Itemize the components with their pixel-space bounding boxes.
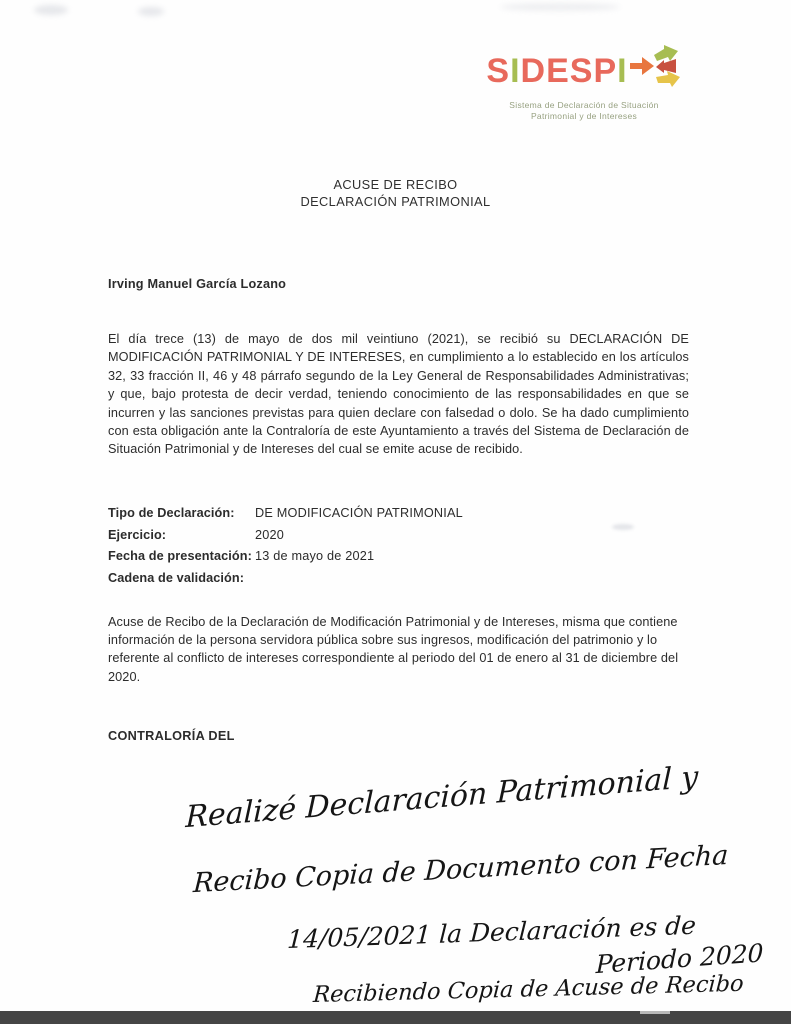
handwritten-note-line2: Recibo Copia de Documento con Fecha — [192, 839, 730, 900]
sidespi-logo — [484, 48, 684, 122]
field-label: Ejercicio: — [108, 527, 167, 542]
office-line: CONTRALORÍA DEL — [108, 729, 235, 743]
field-value: 2020 — [255, 527, 285, 542]
field-row-fecha-presentacion — [108, 546, 689, 568]
handwritten-note-line3: 14/05/2021 la Declaración es de — [286, 910, 697, 955]
scan-smudge — [138, 7, 164, 16]
logo-letter: I — [617, 51, 628, 90]
body-paragraph-2: Acuse de Recibo de la Declaración de Modificación Patrimonial y de Intereses, misma que contiene información de la persona servidora pública sobre sus ingresos, modificación del patrimonio y lo referente al conflicto de intereses correspondiente al periodo del 01 de enero al 31 de diciembre del 2020. — [108, 615, 679, 684]
handwritten-note-line1: Realizé Declaración Patrimonial y — [185, 759, 699, 836]
field-label: Fecha de presentación: — [108, 549, 252, 563]
logo-letter: P — [593, 51, 618, 90]
field-row-tipo-declaracion — [108, 503, 689, 525]
scan-smudge — [500, 3, 620, 11]
declaration-fields — [108, 503, 689, 589]
scanner-edge-bar — [0, 1011, 791, 1024]
field-value: 13 de mayo de 2021 — [255, 549, 375, 563]
field-label: Cadena de validación: — [108, 570, 245, 585]
logo-letter: S — [569, 51, 594, 90]
arrows-logo-icon — [630, 45, 682, 95]
title-line1: ACUSE DE RECIBO — [333, 177, 458, 192]
scan-smudge — [34, 5, 68, 15]
logo-tagline-line1: Sistema de Declaración de Situación — [509, 100, 659, 110]
sidespi-logo-wordmark — [484, 48, 684, 98]
title-line2: DECLARACIÓN PATRIMONIAL — [300, 194, 491, 209]
body-paragraph-1: El día trece (13) de mayo de dos mil veintiuno (2021), se recibió su DECLARACIÓN DE MODIFICACIÓN PATRIMONIAL Y DE INTERESES, en cumplimiento a lo establecido en los artículos 32, 33 fracción II, 46 y 48 párrafo segundo de la Ley General de Responsabilidades Administrativas; y que, bajo protesta de decir verdad, teniendo conocimiento de las responsabilidades en que se incurren y las sanciones previstas para quien declare con falsedad o dolo. Se ha dado cumplimiento con esta obligación ante la Contraloría de este Ayuntamiento a través del Sistema de Declaración de Situación Patrimonial y de Intereses del cual se emite acuse de recibido. — [108, 332, 689, 457]
recipient-name: Irving Manuel García Lozano — [108, 277, 287, 291]
document-title — [0, 176, 791, 210]
scanner-edge-nick — [640, 1011, 670, 1014]
logo-letter: D — [520, 51, 547, 90]
logo-tagline — [484, 100, 684, 122]
field-label: Tipo de Declaración: — [108, 506, 235, 520]
field-value: DE MODIFICACIÓN PATRIMONIAL — [255, 506, 463, 520]
handwritten-note-line4: Periodo 2020 — [595, 938, 764, 980]
logo-letter: I — [510, 51, 521, 90]
logo-letter: S — [486, 51, 511, 90]
field-row-cadena-validacion — [108, 568, 689, 590]
handwritten-note-line5: Recibiendo Copia de Acuse de Recibo — [312, 970, 745, 1009]
logo-tagline-line2: Patrimonial y de Intereses — [530, 111, 638, 121]
logo-letter: E — [546, 51, 570, 90]
field-row-ejercicio — [108, 525, 689, 547]
